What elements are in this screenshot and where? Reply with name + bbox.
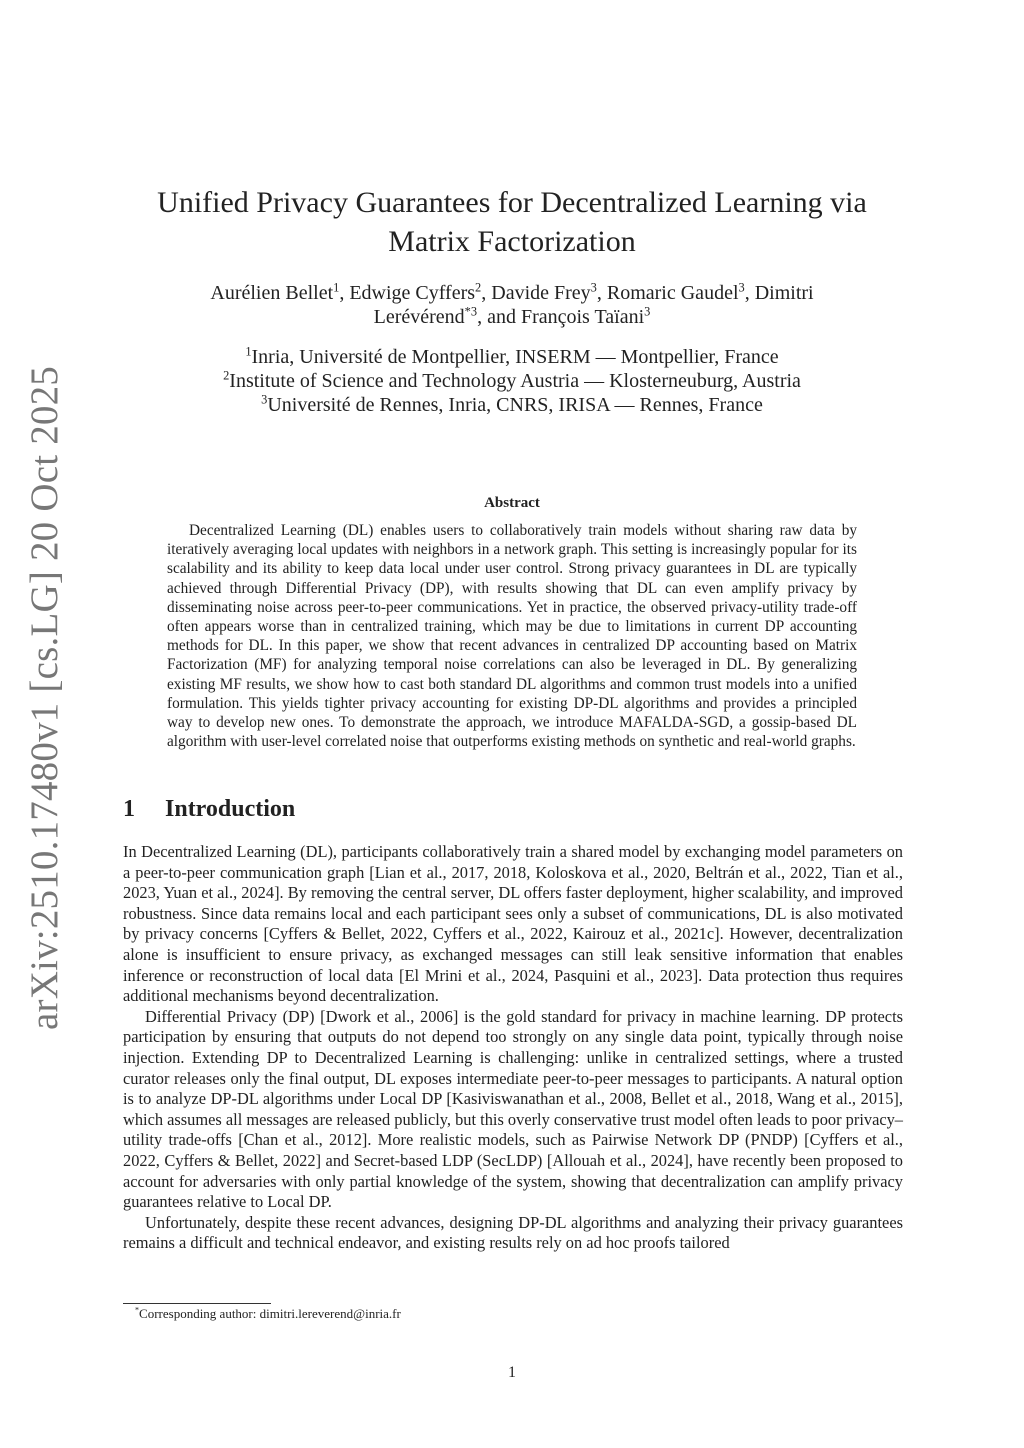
author-line-1 [120, 281, 904, 305]
paragraph: Differential Privacy (DP) [Dwork et al., 2006] is the gold standard for privacy in machine learning. DP protects participation by ensuring that outputs do not depend too strongly on any single data point, typically through noise injection. Extending DP to Decentralized Learning is challenging: unlike in centralized settings, where a trusted curator releases only the final output, DL exposes intermediate peer-to-peer messages to participants. A natural option is to analyze DP-DL algorithms under Local DP [Kasiviswanathan et al., 2008, Bellet et al., 2018, Wang et al., 2015], which assumes all messages are released publicly, but this overly conservative trust model often leads to poor privacy–utility trade-offs [Chan et al., 2012]. More realistic models, such as Pairwise Network DP (PNDP) [Cyffers et al., 2022, Cyffers & Bellet, 2022] and Secret-based LDP (SecLDP) [Allouah et al., 2024], have recently been proposed to account for adversaries with only partial knowledge of the system, showing that decentralization can amplify privacy guarantees relative to Local DP. [123, 1006, 904, 1212]
author-list [120, 281, 904, 329]
title-line-2: Matrix Factorization [388, 225, 636, 258]
affiliation-marker: 2 [223, 368, 230, 383]
section-heading [123, 796, 295, 823]
affiliation-marker: 1 [245, 344, 252, 359]
affiliation-text: Université de Rennes, Inria, CNRS, IRISA — Rennes, France [267, 394, 763, 416]
footnote-text: Corresponding author: dimitri.lereverend@inria.fr [139, 1306, 401, 1321]
affiliation-marker: *3 [464, 304, 478, 319]
section-number: 1 [123, 796, 135, 822]
affiliation [120, 345, 904, 369]
paragraph: In Decentralized Learning (DL), participants collaboratively train a shared model by exchanging model parameters on a peer-to-peer communication graph [Lian et al., 2017, 2018, Koloskova et al., 2020, Beltrán et al., 2022, Tian et al., 2023, Yuan et al., 2024]. By removing the central server, DL offers faster deployment, higher scalability, and improved robustness. Since data remains local and each participant sees only a subset of communications, DL is also motivated by privacy concerns [Cyffers & Bellet, 2022, Cyffers et al., 2022, Kairouz et al., 2021c]. However, decentralization alone is insufficient to ensure privacy, as exchanged messages can still leak sensitive information that enables inference or reconstruction of local data [El Mrini et al., 2024, Pasquini et al., 2023]. Data protection thus requires additional mechanisms beyond decentralization. [123, 842, 903, 1006]
affiliation [120, 369, 904, 393]
introduction-body [123, 842, 903, 1254]
affiliation-marker: 1 [333, 280, 340, 295]
affiliation-marker: 2 [475, 280, 482, 295]
page-number: 1 [508, 1364, 516, 1381]
footnote-divider [123, 1303, 271, 1304]
affiliation-marker: 3 [261, 392, 268, 407]
affiliation-marker: 3 [644, 304, 651, 319]
author-name: , Romaric Gaudel [596, 282, 739, 304]
title-line-1: Unified Privacy Guarantees for Decentralized Learning via [157, 186, 867, 219]
affiliation-text: Institute of Science and Technology Austria — Klosterneuburg, Austria [229, 370, 801, 392]
author-name: , Dimitri [744, 282, 814, 304]
author-name: Lerévérend [373, 306, 465, 328]
section-title: Introduction [165, 796, 296, 822]
paragraph: Unfortunately, despite these recent advances, designing DP-DL algorithms and analyzing their privacy guarantees remains a difficult and technical endeavor, and existing results rely on ad hoc proofs tailored [123, 1212, 903, 1253]
affiliation-text: Inria, Université de Montpellier, INSERM — Montpellier, France [251, 346, 779, 368]
abstract-heading: Abstract [484, 495, 540, 511]
abstract-body: Decentralized Learning (DL) enables users to collaboratively train models without sharing raw data by iteratively averaging local updates with neighbors in a network graph. This setting is increasingly popular for its scalability and its ability to keep data local under user control. Strong privacy guarantees in DL are typically achieved through Differential Privacy (DP), with results showing that DL can even amplify privacy by disseminating noise across peer-to-peer communications. Yet in practice, the observed privacy-utility trade-off often appears worse than in centralized training, which may be due to limitations in current DP accounting methods for DL. In this paper, we show that recent advances in centralized DP accounting based on Matrix Factorization (MF) for analyzing temporal noise correlations can also be leveraged in DL. By generalizing existing MF results, we show how to cast both standard DL algorithms and common trust models into a unified formulation. This yields tighter privacy accounting for existing DP-DL algorithms and provides a principled way to develop new ones. To demonstrate the approach, we introduce MAFALDA-SGD, a gossip-based DL algorithm with user-level correlated noise that outperforms existing methods on synthetic and real-world graphs. [167, 522, 857, 751]
author-name: , Davide Frey [481, 282, 591, 304]
affiliation-list [120, 345, 904, 417]
affiliation [120, 393, 904, 417]
affiliation-marker: 3 [738, 280, 745, 295]
author-name: Aurélien Bellet [210, 282, 334, 304]
footnote-marker: * [135, 1305, 140, 1315]
author-name: , Edwige Cyffers [339, 282, 476, 304]
footnote [135, 1306, 401, 1322]
author-name: , and François Taïani [477, 306, 645, 328]
author-line-2 [120, 305, 904, 329]
arxiv-identifier-stamp: arXiv:2510.17480v1 [cs.LG] 20 Oct 2025 [23, 366, 66, 1030]
affiliation-marker: 3 [590, 280, 597, 295]
paper-title [120, 183, 904, 261]
